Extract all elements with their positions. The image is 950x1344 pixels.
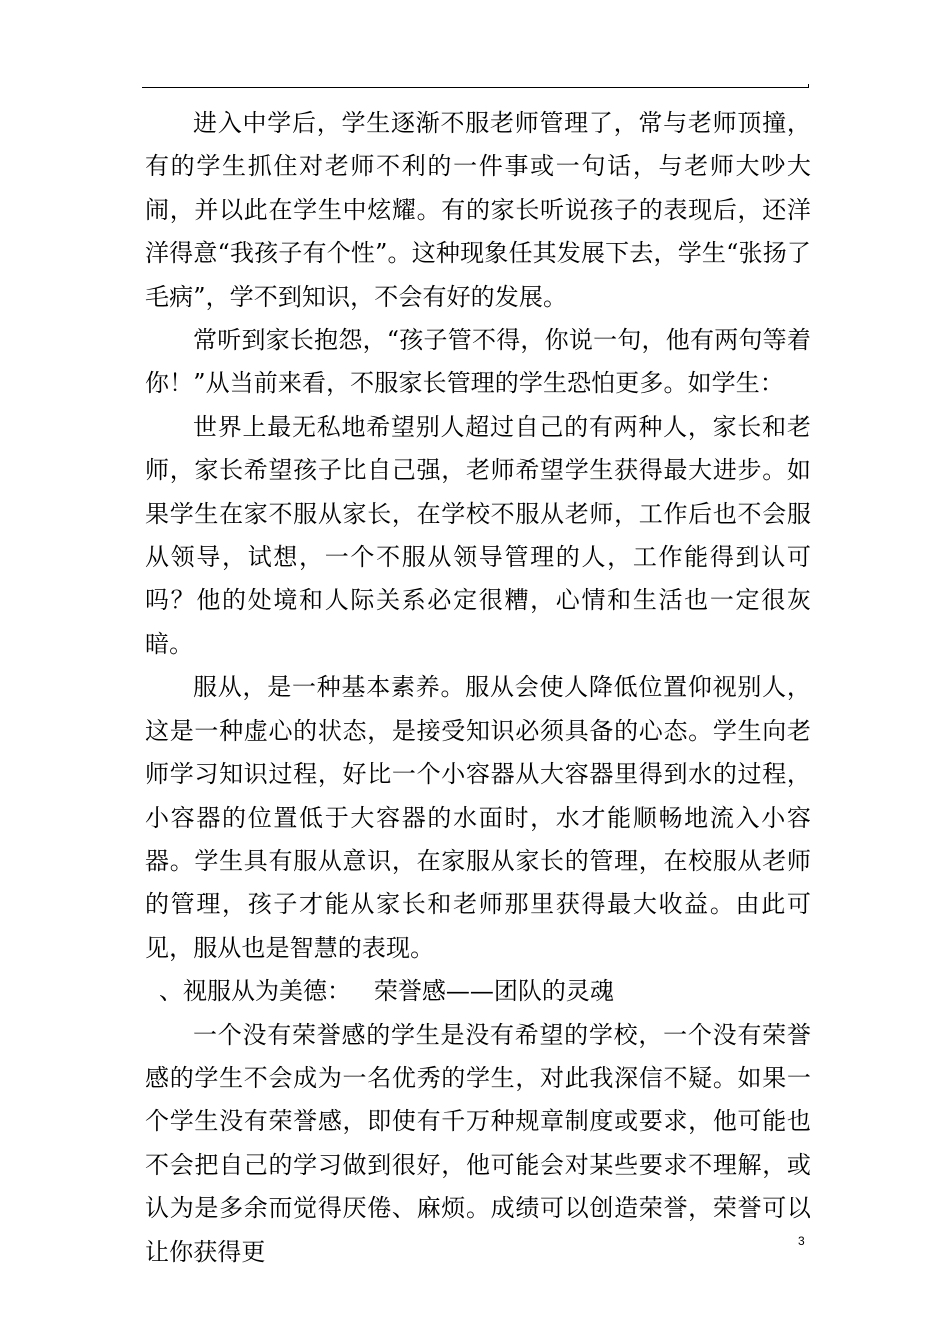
header-rule-end-mark [808,84,809,88]
paragraph-3: 世界上最无私地希望别人超过自己的有两种人，家长和老师，家长希望孩子比自己强，老师希望学生获得最大进步。如果学生在家不服从家长，在学校不服从老师，工作后也不会服从领导，试想，一个不服从领导管理的人，工作能得到认可吗？他的处境和人际关系必定很糟，心情和生活也一定很灰暗。 [145,412,811,658]
page-number: 3 [798,1234,805,1248]
section-heading: 、视服从为美德： 荣誉感——团队的灵魂 [159,977,614,1006]
paragraph-2: 常听到家长抱怨，“孩子管不得，你说一句，他有两句等着你！”从当前来看，不服家长管理的学生恐怕更多。如学生： [145,326,811,398]
paragraph-4: 服从，是一种基本素养。服从会使人降低位置仰视别人，这是一种虚心的状态，是接受知识必须具备的心态。学生向老师学习知识过程，好比一个小容器从大容器里得到水的过程，小容器的位置低于大容器的水面时，水才能顺畅地流入小容器。学生具有服从意识，在家服从家长的管理，在校服从老师的管理，孩子才能从家长和老师那里获得最大收益。由此可见，服从也是智慧的表现。 [145,673,811,962]
paragraph-1: 进入中学后，学生逐渐不服老师管理了，常与老师顶撞，有的学生抓住对老师不利的一件事或一句话，与老师大吵大闹，并以此在学生中炫耀。有的家长听说孩子的表现后，还洋洋得意“我孩子有个性”。这种现象任其发展下去，学生“张扬了毛病”，学不到知识，不会有好的发展。 [145,109,811,311]
header-rule [142,87,808,88]
body-text [145,102,811,1274]
paragraph-5: 一个没有荣誉感的学生是没有希望的学校，一个没有荣誉感的学生不会成为一名优秀的学生，对此我深信不疑。如果一个学生没有荣誉感，即使有千万种规章制度或要求，他可能也不会把自己的学习做到很好，他可能会对某些要求不理解，或认为是多余而觉得厌倦、麻烦。成绩可以创造荣誉，荣誉可以让你获得更 [145,1020,811,1266]
